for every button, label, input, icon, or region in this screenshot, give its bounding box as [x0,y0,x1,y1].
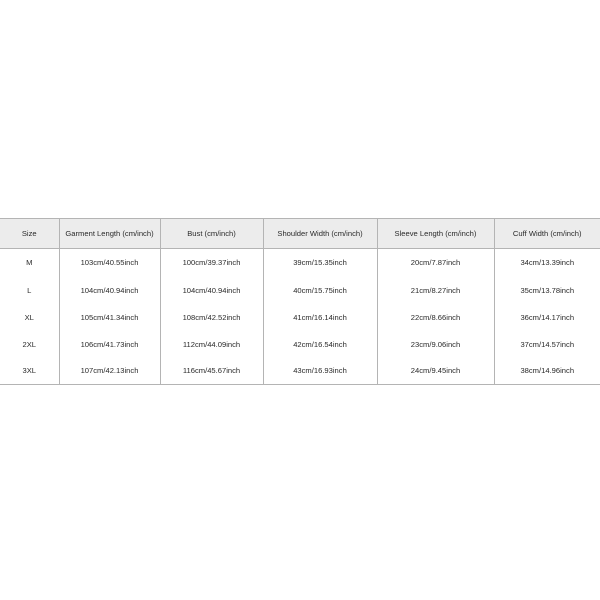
sleeve-length-cell: 23cm/9.06inch [377,331,494,358]
garment-length-cell: 105cm/41.34inch [59,304,160,331]
cuff-width-cell: 35cm/13.78inch [520,285,575,295]
garment-length-cell: 106cm/41.73inch [59,331,160,358]
table-row [0,304,600,331]
shoulder-width-cell: 43cm/16.93inch [263,358,377,385]
shoulder-width-cell: 39cm/15.35inch [263,249,377,277]
header-sleeve-length: Sleeve Length (cm/inch) [377,219,494,249]
size-cell: L [0,277,59,304]
size-cell: XL [0,304,59,331]
cuff-width-cell: 34cm/13.39inch [520,258,575,268]
header-garment-length: Garment Length (cm/inch) [59,219,160,249]
garment-length-cell: 103cm/40.55inch [59,249,160,277]
cuff-width-cell: 38cm/14.96inch [494,358,600,385]
size-cell: 2XL [0,331,59,358]
table-row [0,277,600,304]
bust-cell: 100cm/39.37inch [160,249,263,277]
size-cell: M [0,249,59,277]
shoulder-width-cell: 42cm/16.54inch [263,331,377,358]
header-bust: Bust (cm/inch) [160,219,263,249]
header-size: Size [0,219,59,249]
shoulder-width-cell: 40cm/15.75inch [263,277,377,304]
bust-cell: 104cm/40.94inch [160,277,263,304]
sleeve-length-cell: 20cm/7.87inch [377,249,494,277]
table-body [0,249,600,385]
table-row [0,331,600,358]
sleeve-length-cell: 22cm/8.66inch [377,304,494,331]
size-chart-table [0,218,600,385]
header-cuff-width: Cuff Width (cm/inch) [494,219,600,249]
table-header [0,219,600,249]
table-row [0,249,600,277]
bust-cell: 108cm/42.52inch [160,304,263,331]
cuff-width-cell: 36cm/14.17inch [520,312,575,322]
header-row [0,219,600,249]
sleeve-length-cell: 24cm/9.45inch [377,358,494,385]
shoulder-width-cell: 41cm/16.14inch [263,304,377,331]
table-row [0,358,600,385]
size-cell: 3XL [0,358,59,385]
bust-cell: 116cm/45.67inch [160,358,263,385]
cuff-width-cell: 37cm/14.57inch [520,339,575,349]
sleeve-length-cell: 21cm/8.27inch [377,277,494,304]
bust-cell: 112cm/44.09inch [160,331,263,358]
garment-length-cell: 104cm/40.94inch [59,277,160,304]
header-shoulder-width: Shoulder Width (cm/inch) [263,219,377,249]
garment-length-cell: 107cm/42.13inch [59,358,160,385]
